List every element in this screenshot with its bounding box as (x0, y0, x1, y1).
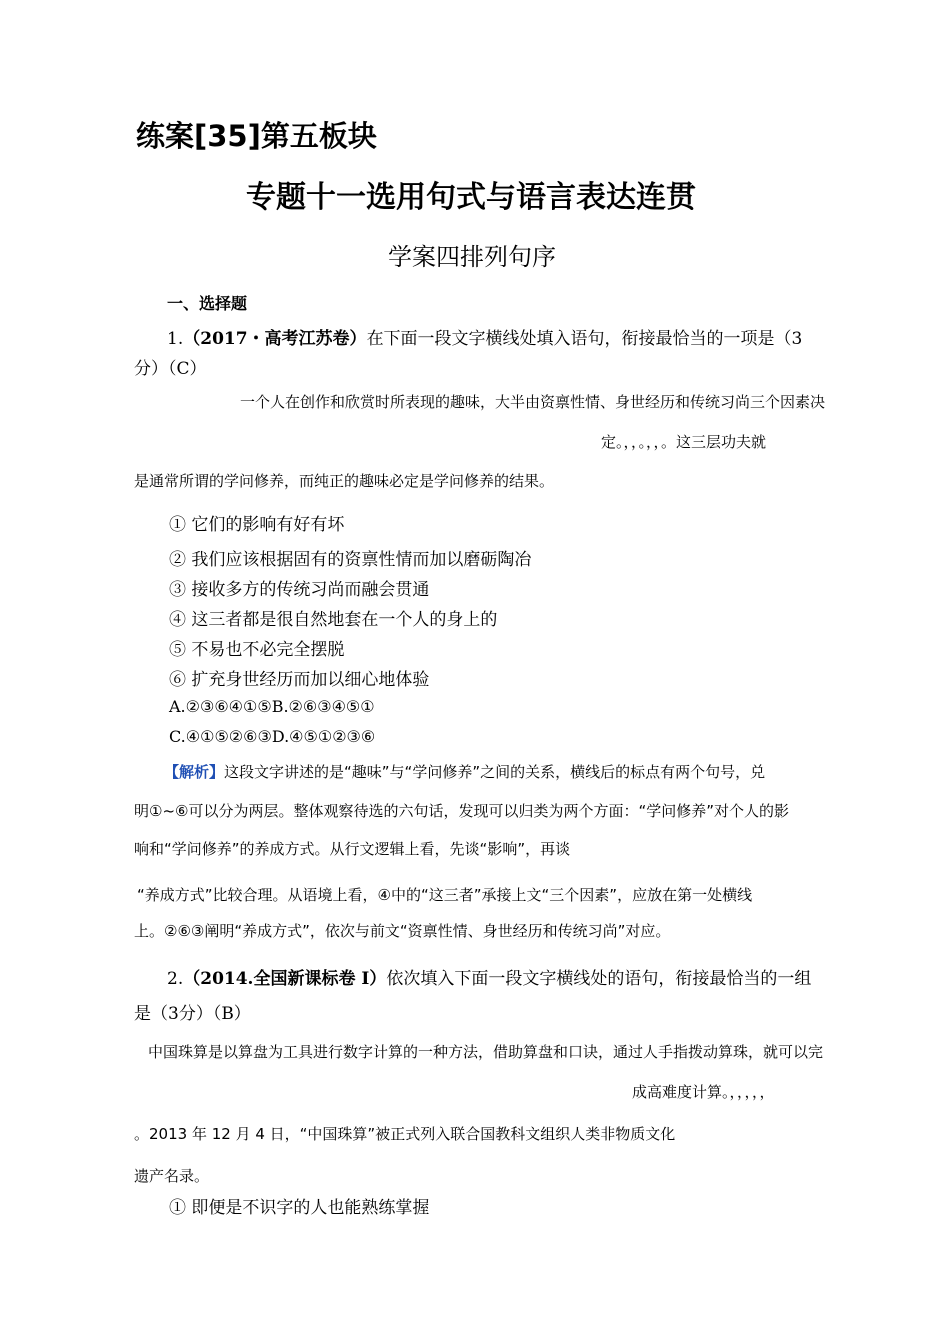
question-2-prompt (167, 964, 811, 989)
option-item: ③ 接收多方的传统习尚而融会贯通 (169, 580, 430, 600)
document-series-title: 练案[35]第五板块 (136, 119, 377, 153)
option-item: ④ 这三者都是很自然地套在一个人的身上的 (169, 610, 498, 630)
question-source: （2014.全国新课标卷 I） (183, 969, 387, 989)
question-prompt-text: 在下面一段文字横线处填入语句，衔接最恰当的一项是（3 (366, 329, 803, 349)
passage-line: 定。，，。，，。这三层功夫就 (601, 433, 767, 451)
option-item: ⑥ 扩充身世经历而加以细心地体验 (169, 670, 430, 690)
question-source: （2017・高考江苏卷） (183, 329, 367, 349)
analysis-line: 上。②⑥③阐明“养成方式”，依次与前文“资禀性情、身世经历和传统习尚”对应。 (134, 922, 671, 940)
lesson-subtitle: 学案四排列句序 (388, 243, 556, 271)
section-heading: 一、选择题 (167, 294, 248, 313)
analysis-tag: 【解析】 (164, 763, 225, 781)
answer-choices: A.②③⑥④①⑤B.②⑥③④⑤① (169, 697, 375, 716)
passage-line: 成高难度计算。，，，，， (632, 1083, 775, 1101)
analysis-line: 明①~⑥可以分为两层。整体观察待选的六句话，发现可以归类为两个方面：“学问修养”对个人的影 (134, 802, 790, 820)
question-number: 2. (167, 969, 184, 989)
topic-title: 专题十一选用句式与语言表达连贯 (246, 180, 696, 215)
question-2-prompt-cont: 是（3分）（B） (134, 1004, 251, 1024)
question-1-prompt-cont: 分）（C） (134, 359, 207, 379)
passage-line: 。2013 年 12 月 4 日，“中国珠算”被正式列入联合国教科文组织人类非物质文化 (134, 1125, 676, 1143)
analysis-line: 响和“学问修养”的养成方式。从行文逻辑上看，先谈“影响”，再谈 (134, 840, 571, 858)
question-number: 1. (167, 329, 184, 349)
option-item: ① 它们的影响有好有坏 (169, 515, 345, 535)
analysis-text: 这段文字讲述的是“趣味”与“学问修养”之间的关系，横线后的标点有两个句号，兑 (224, 763, 766, 781)
option-item: ① 即便是不识字的人也能熟练掌握 (169, 1198, 430, 1218)
answer-choices: C.④①⑤②⑥③D.④⑤①②③⑥ (169, 727, 376, 746)
option-item: ② 我们应该根据固有的资禀性情而加以磨砺陶冶 (169, 550, 532, 570)
passage-line: 一个人在创作和欣赏时所表现的趣味，大半由资禀性情、身世经历和传统习尚三个因素决 (240, 393, 826, 411)
analysis-line: “养成方式”比较合理。从语境上看，④中的“这三者”承接上文“三个因素”，应放在第一处横线 (137, 886, 753, 904)
passage-line: 遗产名录。 (134, 1167, 210, 1185)
passage-line: 是通常所谓的学问修养，而纯正的趣味必定是学问修养的结果。 (134, 472, 555, 490)
question-prompt-text: 依次填入下面一段文字横线处的语句，衔接最恰当的一组 (386, 969, 812, 989)
passage-line: 中国珠算是以算盘为工具进行数字计算的一种方法，借助算盘和口诀，通过人手指拨动算珠，就可以完 (148, 1043, 824, 1061)
option-item: ⑤ 不易也不必完全摆脱 (169, 640, 345, 660)
analysis-line (164, 761, 765, 782)
question-1-prompt (167, 324, 802, 349)
